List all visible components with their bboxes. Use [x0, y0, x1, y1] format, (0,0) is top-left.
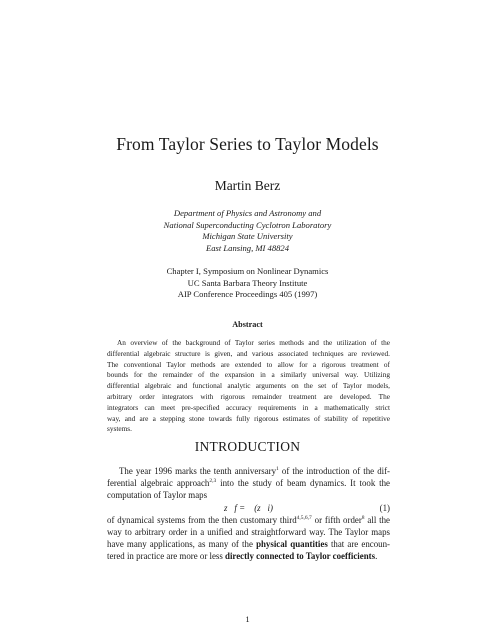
body-line	[107, 538, 390, 550]
paper-title: From Taylor Series to Taylor Models	[116, 134, 379, 154]
body-text-run: The year 1996 marks the tenth anniversary	[119, 466, 277, 476]
equation-expression: z⃗f = 𝓜(z⃗i)	[224, 502, 273, 513]
abstract-line: systems.	[107, 424, 132, 434]
citation-ref: 8	[361, 514, 365, 521]
equation-1	[107, 502, 390, 514]
bold-phrase: directly connected to Taylor coefficients	[225, 551, 376, 562]
abstract-line: bounds for the remainder of the expansion in a similarly universal way. Utilizing	[107, 370, 390, 380]
author-affiliation	[0, 208, 495, 254]
body-text-run: of the introduction of the dif-	[278, 466, 391, 476]
citation-ref: 1	[276, 466, 279, 472]
venue-line: Chapter I, Symposium on Nonlinear Dynamics	[166, 266, 329, 276]
publication-venue	[0, 266, 495, 301]
body-line: way to arbitrary order in a unified and straightforward way. The Taylor maps	[107, 527, 390, 537]
body-text-run: ferential algebraic approach	[107, 478, 210, 489]
abstract-body	[107, 338, 390, 435]
body-text-run: have many applications, as many of the	[107, 539, 257, 550]
body-text-run: all the	[364, 514, 390, 525]
venue-line: AIP Conference Proceedings 405 (1997)	[177, 289, 318, 300]
body-line	[107, 550, 390, 562]
abstract-line: differential algebraic structure is given, and various associated techniques are reviewed.	[107, 348, 390, 358]
abstract-line: differential algebraic and functional analytic arguments on the set of Taylor models,	[107, 381, 390, 391]
body-line	[107, 465, 390, 477]
citation-ref: 2,3	[209, 478, 217, 485]
body-text-run: .	[375, 551, 378, 562]
affiliation-line: Department of Physics and Astronomy and	[173, 208, 322, 218]
body-text-run: tered in practice are more or less	[107, 551, 226, 562]
equation-number: (1)	[379, 502, 390, 513]
abstract-line: An overview of the background of Taylor series methods and the utilization of the	[117, 338, 390, 347]
affiliation-line: East Lansing, MI 48824	[205, 242, 290, 253]
affiliation-line: Michigan State University	[202, 231, 293, 242]
body-text-run: or fifth order	[311, 514, 362, 525]
body-text-run: of dynamical systems from the then customary third	[107, 514, 297, 525]
abstract-line: way, and are a stepping stone towards fully rigorous estimates of stability of repetitive	[107, 413, 390, 423]
venue-line: UC Santa Barbara Theory Institute	[187, 277, 308, 288]
citation-ref: 4,5,6,7	[296, 514, 312, 521]
body-line	[107, 477, 390, 489]
page-number: 1	[245, 614, 250, 624]
body-text-run: that are encoun-	[327, 539, 390, 550]
section-heading: INTRODUCTION	[194, 439, 301, 454]
affiliation-line: National Superconducting Cyclotron Laboratory	[163, 219, 332, 230]
author-name: Martin Berz	[214, 178, 281, 193]
abstract-line: The conventional Taylor methods are extended to allow for a rigorous treatment of	[107, 359, 390, 369]
body-line	[107, 514, 390, 526]
body-text-run: into the study of beam dynamics. It took the	[216, 478, 390, 489]
bold-phrase: physical quantities	[256, 539, 328, 550]
section-body	[107, 465, 390, 563]
abstract-heading: Abstract	[232, 320, 263, 329]
abstract-line: integrators can meet pre-specified accuracy requirements in a mathematically strict	[107, 402, 390, 412]
abstract-line: arbitrary order integrators with rigorous remainder treatment are developed. The	[107, 391, 390, 401]
body-line: computation of Taylor maps	[107, 490, 208, 501]
